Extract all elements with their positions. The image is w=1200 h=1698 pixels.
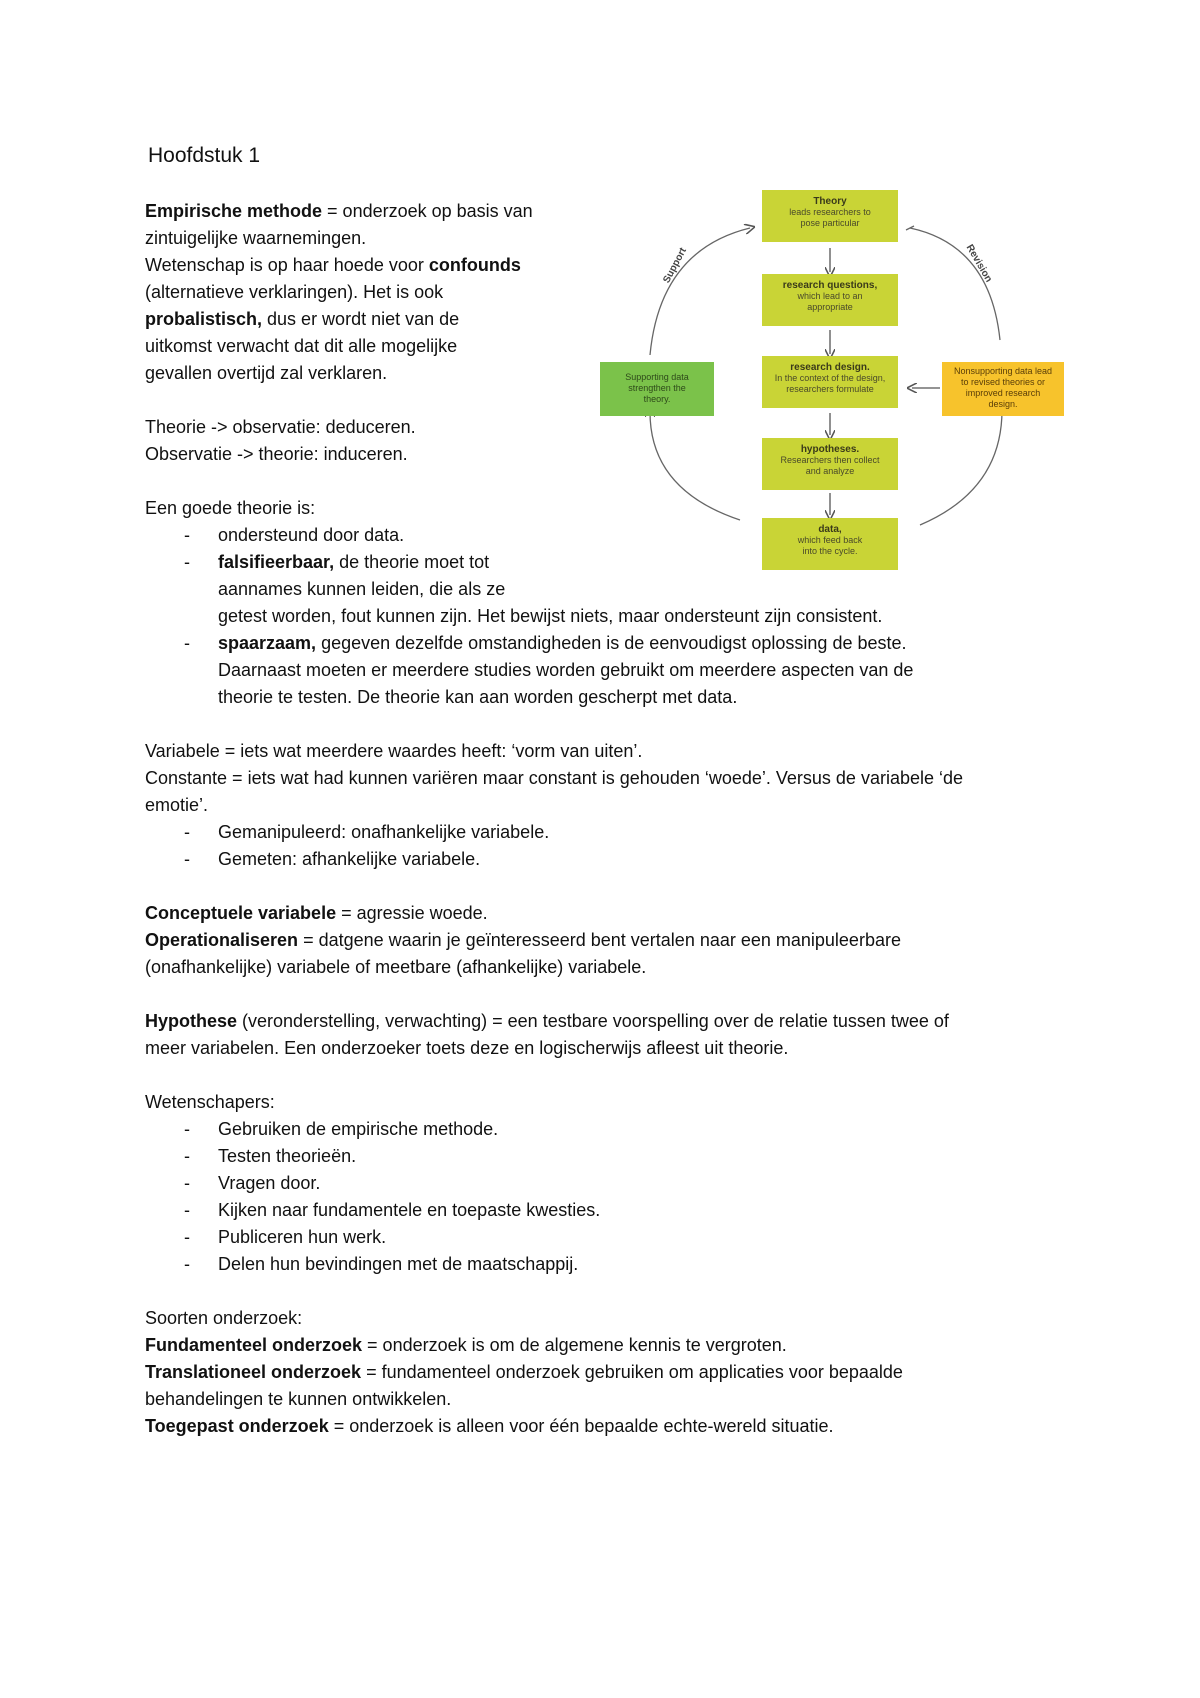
intro-line-3-pre: Wetenschap is op haar hoede voor [145, 255, 429, 275]
concept-line-3: (onafhankelijke) variabele of meetbare (afhankelijke) variabele. [145, 957, 647, 977]
wetenschappers-item: Vragen door. [218, 1173, 321, 1193]
wetenschappers-item: Delen hun bevindingen met de maatschappij. [218, 1254, 579, 1274]
concept-line-1 [145, 900, 1075, 927]
arc-data-to-support [650, 412, 740, 520]
good-theory-item-3-rest: gegeven dezelfde omstandigheden is de eenvoudigst oplossing de beste. [316, 633, 907, 653]
good-theory-heading: Een goede theorie is: [145, 498, 316, 518]
bullet-dash: - [184, 1254, 190, 1274]
term-operationaliseren: Operationaliseren [145, 930, 299, 950]
variabele-line-2: Constante = iets wat had kunnen variëren maar constant is gehouden ‘woede’. Versus de variabele ‘de [145, 768, 964, 788]
box-rq-title: research questions, [782, 280, 878, 291]
wetenschappers-heading: Wetenschapers: [145, 1092, 275, 1112]
soorten-toegepast-rest: = onderzoek is alleen voor één bepaalde echte-wereld situatie. [328, 1416, 834, 1436]
good-theory-item-1: ondersteund door data. [218, 525, 405, 545]
soorten-translationeel-rest: = fundamenteel onderzoek gebruiken om applicaties voor bepaalde [361, 1362, 903, 1382]
good-theory-item-2-line-2: aannames kunnen leiden, die als ze [218, 579, 506, 599]
box-hyp-title: hypotheses. [800, 444, 860, 455]
bullet-dash: - [184, 1119, 190, 1139]
wetenschappers-item: Testen theorieën. [218, 1146, 357, 1166]
soorten-translationeel [145, 1359, 1075, 1386]
variabele-line-3: emotie’. [145, 795, 209, 815]
arc-support-to-theory [650, 228, 750, 355]
box-theory [762, 190, 898, 242]
term-fundamenteel-onderzoek: Fundamenteel onderzoek [145, 1335, 363, 1355]
term-spaarzaam: spaarzaam, [218, 633, 317, 653]
box-supporting-data-text: Supporting data strengthen the theory. [625, 372, 689, 404]
term-confounds: confounds [428, 255, 521, 275]
intro-line-1-rest: = onderzoek op basis van [322, 201, 533, 221]
research-cycle-diagram [590, 190, 1070, 590]
variabele-item-2: Gemeten: afhankelijke variabele. [218, 849, 481, 869]
arc-data-to-nonsupport [920, 410, 1002, 525]
good-theory-item-2-rest: de theorie moet tot [334, 552, 490, 572]
box-data [762, 518, 898, 570]
good-theory-item-2-line-3: getest worden, fout kunnen zijn. Het bewijst niets, maar ondersteunt zijn consistent. [218, 606, 883, 626]
variabele-item-1: Gemanipuleerd: onafhankelijke variabele. [218, 822, 550, 842]
box-research-questions [762, 274, 898, 326]
concept-line-2 [145, 927, 1075, 954]
term-falsifieerbaar: falsifieerbaar, [218, 552, 335, 572]
bullet-dash: - [184, 1146, 190, 1166]
term-conceptuele-variabele: Conceptuele variabele [145, 903, 337, 923]
soorten-translationeel-line-2: behandelingen te kunnen ontwikkelen. [145, 1389, 452, 1409]
box-data-sub: which feed back into the cycle. [797, 535, 863, 556]
concept-line-1-rest: = agressie woede. [336, 903, 488, 923]
bullet-dash: - [184, 525, 190, 545]
term-empirische-methode: Empirische methode [145, 201, 323, 221]
box-hypotheses [762, 438, 898, 490]
box-rq-sub: which lead to an appropriate [797, 291, 863, 312]
term-hypothese: Hypothese [145, 1011, 238, 1031]
bullet-dash: - [184, 822, 190, 842]
support-label: Support [661, 245, 690, 286]
soorten-heading: Soorten onderzoek: [145, 1308, 303, 1328]
term-probalistisch: probalistisch, [145, 309, 263, 329]
wetenschappers-item: Kijken naar fundamentele en toepaste kwesties. [218, 1200, 601, 1220]
intro-line-7: gevallen overtijd zal verklaren. [145, 363, 388, 383]
intro-line-4: (alternatieve verklaringen). Het is ook [145, 282, 444, 302]
page-title: Hoofdstuk 1 [148, 144, 261, 167]
soorten-fundamenteel-rest: = onderzoek is om de algemene kennis te vergroten. [362, 1335, 787, 1355]
intro-line-6: uitkomst verwacht dat dit alle mogelijke [145, 336, 458, 356]
bullet-dash: - [184, 552, 190, 572]
box-rd-title: research design. [790, 362, 870, 373]
intro-line-2: zintuigelijke waarnemingen. [145, 228, 367, 248]
term-toegepast-onderzoek: Toegepast onderzoek [145, 1416, 329, 1436]
box-theory-sub: leads researchers to pose particular [789, 207, 871, 228]
revision-label: Revision [963, 242, 995, 285]
arc-theory-to-revision [910, 228, 1000, 340]
bullet-dash: - [184, 1200, 190, 1220]
variabele-line-1: Variabele = iets wat meerdere waardes heeft: ‘vorm van uiten’. [145, 741, 643, 761]
deduce-line: Theorie -> observatie: deduceren. [145, 417, 416, 437]
soorten-fundamenteel [145, 1332, 1075, 1359]
bullet-dash: - [184, 633, 190, 653]
box-supporting-data [600, 362, 714, 416]
intro-line-5-rest: dus er wordt niet van de [262, 309, 460, 329]
good-theory-item-3 [218, 630, 907, 657]
box-research-design [762, 356, 898, 408]
good-theory-item-3-line-2: Daarnaast moeten er meerdere studies worden gebruikt om meerdere aspecten van de [218, 660, 914, 680]
good-theory-item-3-line-3: theorie te testen. De theorie kan aan worden gescherpt met data. [218, 687, 738, 707]
soorten-toegepast [145, 1413, 1075, 1440]
hypothese-line-1 [145, 1008, 1075, 1035]
induce-line: Observatie -> theorie: induceren. [145, 444, 408, 464]
box-hyp-sub: Researchers then collect and analyze [780, 455, 880, 476]
bullet-dash: - [184, 1227, 190, 1247]
hypothese-line-2: meer variabelen. Een onderzoeker toets deze en logischerwijs afleest uit theorie. [145, 1038, 789, 1058]
concept-line-2-rest: = datgene waarin je geïnteresseerd bent vertalen naar een manipuleerbare [298, 930, 901, 950]
box-data-title: data, [818, 524, 842, 535]
box-nonsupporting-data-text: Nonsupporting data lead to revised theories or improved research design. [953, 366, 1053, 409]
bullet-dash: - [184, 849, 190, 869]
box-nonsupporting-data [942, 362, 1064, 416]
wetenschappers-item: Gebruiken de empirische methode. [218, 1119, 499, 1139]
term-translationeel-onderzoek: Translationeel onderzoek [145, 1362, 362, 1382]
good-theory-item-2 [218, 549, 489, 576]
hypothese-line-1-rest: (veronderstelling, verwachting) = een testbare voorspelling over de relatie tussen twee of [237, 1011, 949, 1031]
bullet-dash: - [184, 1173, 190, 1193]
wetenschappers-item: Publiceren hun werk. [218, 1227, 387, 1247]
box-rd-sub: In the context of the design, researchers formulate [774, 373, 886, 394]
box-theory-title: Theory [813, 196, 847, 207]
